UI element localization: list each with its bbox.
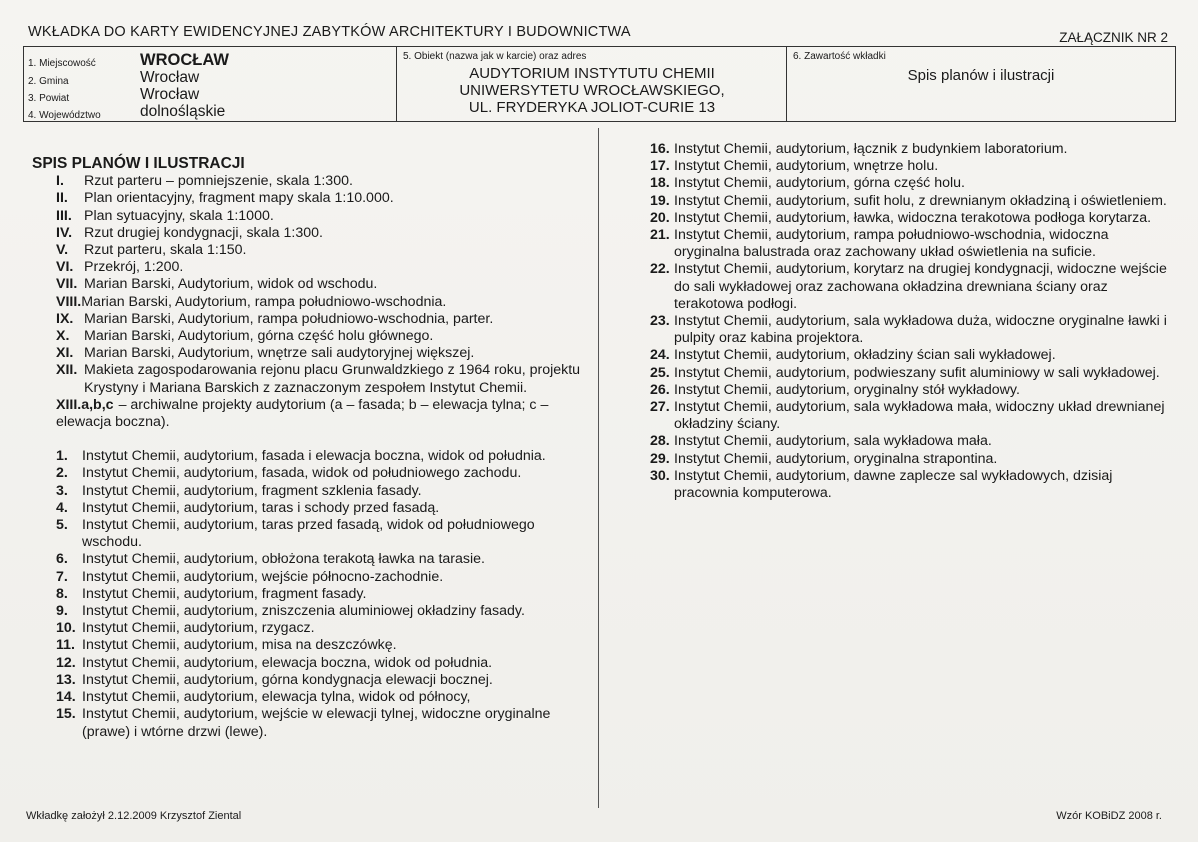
roman-item-text: Plan sytuacyjny, skala 1:1000. <box>84 207 274 224</box>
object-line: UNIWERSYTETU WROCŁAWSKIEGO, <box>459 82 725 99</box>
photo-item-text: Instytut Chemii, audytorium, misa na deszczówkę. <box>82 637 397 654</box>
photo-item <box>32 603 587 620</box>
location-value-commune: Wrocław <box>140 69 200 86</box>
photo-item <box>622 347 1172 364</box>
roman-item-number: I. <box>56 173 64 190</box>
photo-item-text: Instytut Chemii, audytorium, obłożona terakotą ławka na tarasie. <box>82 551 485 568</box>
photo-item-number: 26. <box>650 381 670 398</box>
roman-item-number: X. <box>56 328 70 345</box>
roman-item <box>32 173 587 190</box>
roman-item-number: IX. <box>56 310 74 327</box>
location-label-town: 1. Miejscowość <box>28 58 96 69</box>
contents-label: 6. Zawartość wkładki <box>793 51 886 62</box>
photo-item <box>622 365 1172 382</box>
photo-item-text: Instytut Chemii, audytorium, łącznik z budynkiem laboratorium. <box>674 141 1068 157</box>
photo-item-number: 1. <box>56 448 68 465</box>
column-divider <box>598 128 599 808</box>
object-address <box>397 65 787 116</box>
photo-item-text: Instytut Chemii, audytorium, górna kondygnacja elewacji bocznej. <box>82 671 493 688</box>
roman-item-text: Marian Barski, Audytorium, widok od wschodu. <box>84 276 378 293</box>
photo-item-text: Instytut Chemii, audytorium, zniszczenia aluminiowej okładziny fasady. <box>82 603 525 620</box>
photo-item <box>32 655 587 672</box>
photo-item-number: 11. <box>56 637 75 654</box>
photo-item <box>32 706 587 740</box>
roman-list <box>32 173 587 431</box>
photo-item-number: 3. <box>56 482 68 499</box>
photo-item-text: Instytut Chemii, audytorium, oryginalna strapontina. <box>674 450 998 467</box>
photo-item-number: 16. <box>650 141 670 157</box>
photo-item-text: Instytut Chemii, audytorium, wnętrze holu. <box>674 158 939 175</box>
photo-item-text: Instytut Chemii, audytorium, oryginalny stół wykładowy. <box>674 381 1020 398</box>
photo-item-text: Instytut Chemii, audytorium, taras i schody przed fasadą. <box>82 499 440 516</box>
photo-item <box>32 483 587 500</box>
photo-item <box>622 175 1172 192</box>
photo-item <box>32 448 587 465</box>
photo-item <box>622 468 1172 502</box>
photo-item-number: 5. <box>56 517 68 534</box>
photo-item-number: 13. <box>56 671 76 688</box>
roman-item-text: Makieta zagospodarowania rejonu placu Grunwaldzkiego z 1964 roku, projektu Krystyny i Mariana Barskich z zaznaczonym zespołem Instytut Chemii. <box>84 362 581 396</box>
photo-item <box>622 141 1172 158</box>
photo-item-text: Instytut Chemii, audytorium, fasada i elewacja boczna, widok od południa. <box>82 448 546 465</box>
section-heading: SPIS PLANÓW I ILUSTRACJI <box>32 155 245 172</box>
roman-item-number: XI. <box>56 345 74 362</box>
photo-item <box>32 517 587 551</box>
object-line: UL. FRYDERYKA JOLIOT-CURIE 13 <box>468 99 716 116</box>
object-label: 5. Obiekt (nazwa jak w karcie) oraz adres <box>403 51 587 62</box>
roman-item-text: Marian Barski, Audytorium, rampa południowo-wschodnia, parter. <box>84 310 494 327</box>
roman-item <box>32 190 587 207</box>
location-label-district: 3. Powiat <box>28 93 70 104</box>
roman-item <box>32 294 587 311</box>
photo-item-text: Instytut Chemii, audytorium, wejście w elewacji tylnej, widoczne oryginalne (prawe) i wtórne drzwi (lewe). <box>82 706 551 740</box>
location-value-voivodeship: dolnośląskie <box>140 103 226 120</box>
photo-item-text: Instytut Chemii, audytorium, podwieszany sufit aluminiowy w sali wykładowej. <box>674 364 1160 381</box>
location-column <box>24 47 397 121</box>
photo-item <box>622 451 1172 468</box>
photo-item <box>622 433 1172 450</box>
photo-item <box>622 382 1172 399</box>
photo-item-text: Instytut Chemii, audytorium, rzygacz. <box>82 620 315 637</box>
photo-item-text: Instytut Chemii, audytorium, fragment fasady. <box>82 585 367 602</box>
photo-item <box>32 637 587 654</box>
photo-item-text: Instytut Chemii, audytorium, dawne zaplecze sal wykładowych, dzisiaj pracownia komputerowa. <box>674 467 1113 502</box>
photo-item <box>622 193 1172 210</box>
right-column <box>622 141 1172 502</box>
photo-item-number: 23. <box>650 313 670 330</box>
photo-item <box>32 551 587 568</box>
photo-item-text: Instytut Chemii, audytorium, okładziny ścian sali wykładowej. <box>674 347 1056 364</box>
roman-item <box>32 242 587 259</box>
roman-item-number: XIII.a,b,c <box>56 396 114 413</box>
photo-item-number: 17. <box>650 158 670 175</box>
roman-item-text: Plan orientacyjny, fragment mapy skala 1:10.000. <box>84 190 394 207</box>
roman-item-number: V. <box>56 242 69 259</box>
roman-item <box>32 397 587 431</box>
roman-item <box>32 259 587 276</box>
photo-item <box>622 158 1172 175</box>
contents-value: Spis planów i ilustracji <box>907 67 1055 84</box>
photo-item-text: Instytut Chemii, audytorium, taras przed fasadą, widok od południowego wschodu. <box>82 517 535 551</box>
roman-item-number: VI. <box>56 259 74 276</box>
photo-item-text: Instytut Chemii, audytorium, górna część holu. <box>674 175 965 192</box>
location-label-commune: 2. Gmina <box>28 76 69 87</box>
photo-item-text: Instytut Chemii, audytorium, elewacja tylna, widok od północy, <box>82 689 471 706</box>
footer-template: Wzór KOBiDZ 2008 r. <box>1056 810 1162 822</box>
photo-item <box>32 689 587 706</box>
photo-item-number: 24. <box>650 347 670 364</box>
photo-item-number: 8. <box>56 585 68 602</box>
photo-item <box>32 586 587 603</box>
roman-item <box>32 362 587 396</box>
photo-item-text: Instytut Chemii, audytorium, sala wykładowa mała, widoczny układ drewnianej okładziny ściany. <box>674 399 1165 433</box>
photo-item-text: Instytut Chemii, audytorium, sufit holu, z drewnianym okładziną i oświetleniem. <box>674 192 1167 209</box>
roman-item <box>32 225 587 242</box>
roman-item-number: II. <box>56 190 68 207</box>
photo-item <box>622 227 1172 261</box>
location-value-district: Wrocław <box>140 86 200 103</box>
photo-item-number: 9. <box>56 603 68 620</box>
photo-item <box>622 210 1172 227</box>
photo-item-number: 10. <box>56 620 76 637</box>
photo-item-number: 15. <box>56 706 76 723</box>
roman-item <box>32 208 587 225</box>
location-label-voivodeship: 4. Województwo <box>28 110 101 121</box>
roman-item-text: Rzut parteru, skala 1:150. <box>84 242 247 259</box>
roman-item <box>32 276 587 293</box>
photo-list-right <box>622 141 1172 502</box>
document-title: WKŁADKA DO KARTY EWIDENCYJNEJ ZABYTKÓW ARCHITEKTURY I BUDOWNICTWA <box>28 24 631 40</box>
contents-column <box>787 47 1175 121</box>
attachment-label: ZAŁĄCZNIK NR 2 <box>1059 30 1168 45</box>
header-table <box>23 46 1176 122</box>
photo-item <box>32 465 587 482</box>
roman-item-text: Rzut drugiej kondygnacji, skala 1:300. <box>84 224 323 241</box>
photo-item <box>622 261 1172 313</box>
left-column <box>32 155 587 741</box>
photo-item-number: 12. <box>56 654 76 671</box>
roman-item-text: Przekrój, 1:200. <box>84 259 184 276</box>
photo-item-number: 4. <box>56 499 68 516</box>
roman-item-text: – archiwalne projekty audytorium (a – fasada; b – elewacja tylna; c – elewacja boczna). <box>56 396 549 431</box>
roman-item-number: VIII. <box>56 293 82 310</box>
roman-item <box>32 345 587 362</box>
photo-item-text: Instytut Chemii, audytorium, elewacja boczna, widok od południa. <box>82 654 493 671</box>
photo-item-number: 14. <box>56 689 76 706</box>
roman-item-text: Marian Barski, Audytorium, górna część holu głównego. <box>84 328 434 345</box>
photo-item-number: 19. <box>650 192 670 209</box>
roman-item <box>32 311 587 328</box>
photo-item-text: Instytut Chemii, audytorium, sala wykładowa duża, widoczne oryginalne ławki i pulpity oraz kabina projektora. <box>674 313 1167 347</box>
roman-item-number: III. <box>56 207 72 224</box>
photo-item-number: 20. <box>650 209 670 226</box>
object-column <box>397 47 787 121</box>
photo-item-number: 21. <box>650 227 670 244</box>
photo-item-text: Instytut Chemii, audytorium, sala wykładowa mała. <box>674 433 992 450</box>
photo-item <box>32 569 587 586</box>
photo-item <box>622 399 1172 433</box>
photo-item-text: Instytut Chemii, audytorium, fragment szklenia fasady. <box>82 482 422 499</box>
roman-item-text: Marian Barski, Audytorium, rampa południowo-wschodnia. <box>81 293 447 310</box>
photo-item-number: 22. <box>650 261 670 278</box>
roman-item-number: XII. <box>56 362 78 379</box>
photo-item <box>32 672 587 689</box>
photo-item-text: Instytut Chemii, audytorium, wejście północno-zachodnie. <box>82 568 444 585</box>
photo-item-number: 7. <box>56 568 68 585</box>
photo-item-text: Instytut Chemii, audytorium, rampa południowo-wschodnia, widoczna oryginalna balustrada oraz zachowany układ oświetlenia na suficie. <box>674 227 1109 261</box>
photo-list-left <box>32 448 587 740</box>
roman-item-number: IV. <box>56 224 73 241</box>
photo-item-number: 27. <box>650 399 670 416</box>
photo-item <box>32 620 587 637</box>
photo-item-text: Instytut Chemii, audytorium, ławka, widoczna terakotowa podłoga korytarza. <box>674 209 1152 226</box>
photo-item-text: Instytut Chemii, audytorium, fasada, widok od południowego zachodu. <box>82 465 522 482</box>
photo-item-number: 6. <box>56 551 68 568</box>
roman-item-number: VII. <box>56 276 78 293</box>
roman-item-text: Rzut parteru – pomniejszenie, skala 1:300. <box>84 173 353 190</box>
photo-item-number: 30. <box>650 467 670 484</box>
roman-item <box>32 328 587 345</box>
photo-item <box>622 313 1172 347</box>
object-line: AUDYTORIUM INSTYTUTU CHEMII <box>469 65 715 82</box>
location-value-town: WROCŁAW <box>140 51 229 69</box>
photo-item-number: 18. <box>650 175 670 192</box>
photo-item-number: 2. <box>56 465 68 482</box>
photo-item <box>32 500 587 517</box>
roman-item-text: Marian Barski, Audytorium, wnętrze sali audytoryjnej większej. <box>84 345 475 362</box>
photo-item-number: 29. <box>650 450 670 467</box>
photo-item-text: Instytut Chemii, audytorium, korytarz na drugiej kondygnacji, widoczne wejście do sali wykładowej oraz zachowana okładzina drewniana ściany oraz terakotowa podłogi. <box>674 261 1167 312</box>
footer-author: Wkładkę założył 2.12.2009 Krzysztof Ziental <box>26 810 242 822</box>
photo-item-number: 25. <box>650 364 670 381</box>
photo-item-number: 28. <box>650 433 670 450</box>
